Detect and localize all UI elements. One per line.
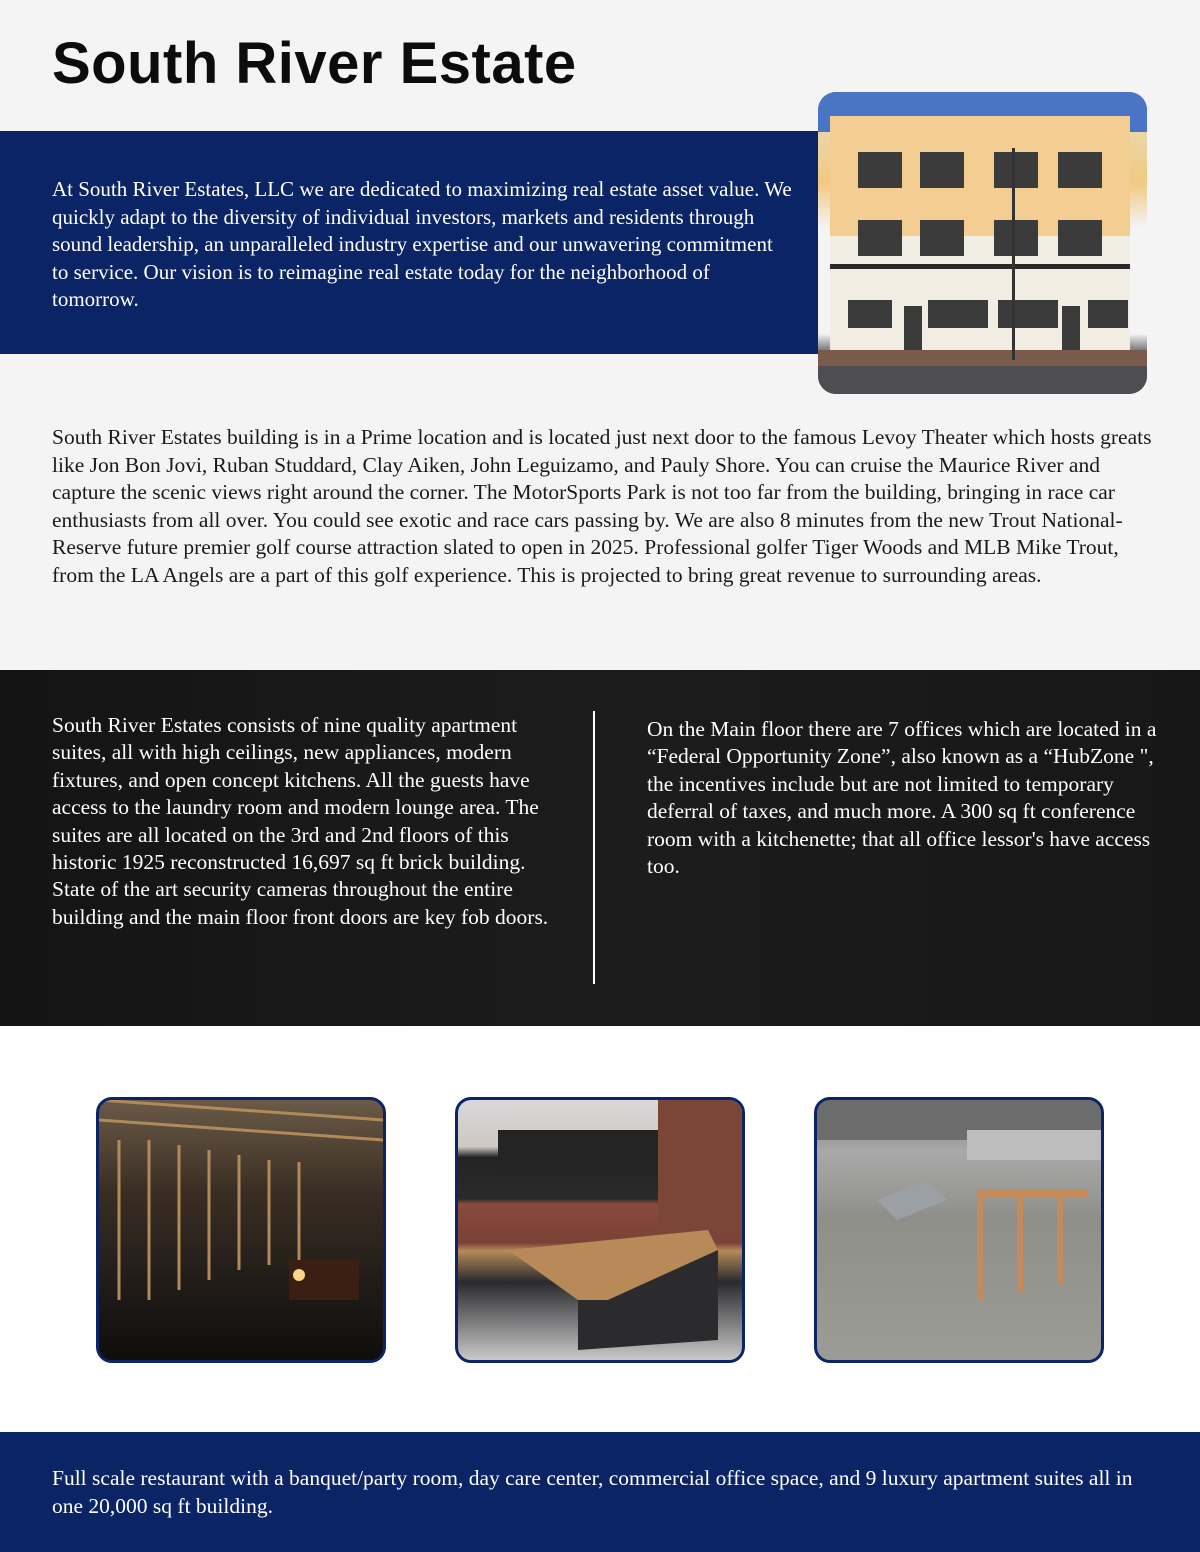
building-illustration [818, 92, 1147, 394]
intro-paragraph: At South River Estates, LLC we are dedicated to maximizing real estate asset value. We quickly adapt to the diversity of individual investors, markets and residents through sound leadership, an unparalleled industry expertise and our unwavering commitment to service. Our vision is to reimagine real estate today for the neighborhood of tomorrow. [52, 177, 792, 311]
kitchen-illustration [458, 1100, 742, 1360]
column-divider [593, 711, 595, 984]
framing-illustration [99, 1100, 383, 1360]
interior-construction-photo [96, 1097, 386, 1363]
commercial-space-photo [814, 1097, 1104, 1363]
commercial-illustration [817, 1100, 1101, 1360]
building-exterior-photo [818, 92, 1147, 394]
kitchen-photo [455, 1097, 745, 1363]
location-paragraph: South River Estates building is in a Prime location and is located just next door to the famous Levoy Theater which hosts greats like Jon Bon Jovi, Ruban Studdard, Clay Aiken, John Leguizamo, and Pauly Shore. You can cruise the Maurice River and capture the scenic views right around the corner. The MotorSports Park is not too far from the building, bringing in race car enthusiasts from all over. You could see exotic and race cars passing by. We are also 8 minutes from the new Trout National-Reserve future premier golf course attraction slated to open in 2025. Professional golfer Tiger Woods and MLB Mike Trout, from the LA Angels are a part of this golf experience. This is projected to bring great revenue to surrounding areas. [52, 425, 1152, 587]
page-title: South River Estate [52, 31, 577, 96]
apartments-paragraph: South River Estates consists of nine quality apartment suites, all with high ceilings, new appliances, modern fixtures, and open concept kitchens. All the guests have access to the laundry room and modern lounge area. The suites are all located on the 3rd and 2nd floors of this historic 1925 reconstructed 16,697 sq ft brick building. State of the art security cameras throughout the entire building and the main floor front doors are key fob doors. [52, 713, 549, 929]
offices-paragraph: On the Main floor there are 7 offices which are located in a “Federal Opportunity Zone”, also known as a “HubZone ", the incentives include but are not limited to temporary deferral of taxes, and much more. A 300 sq ft conference room with a kitchenette; that all office lessor's have access too. [647, 717, 1157, 879]
footer-paragraph: Full scale restaurant with a banquet/party room, day care center, commercial office space, and 9 luxury apartment suites all in one 20,000 sq ft building. [52, 1466, 1133, 1518]
